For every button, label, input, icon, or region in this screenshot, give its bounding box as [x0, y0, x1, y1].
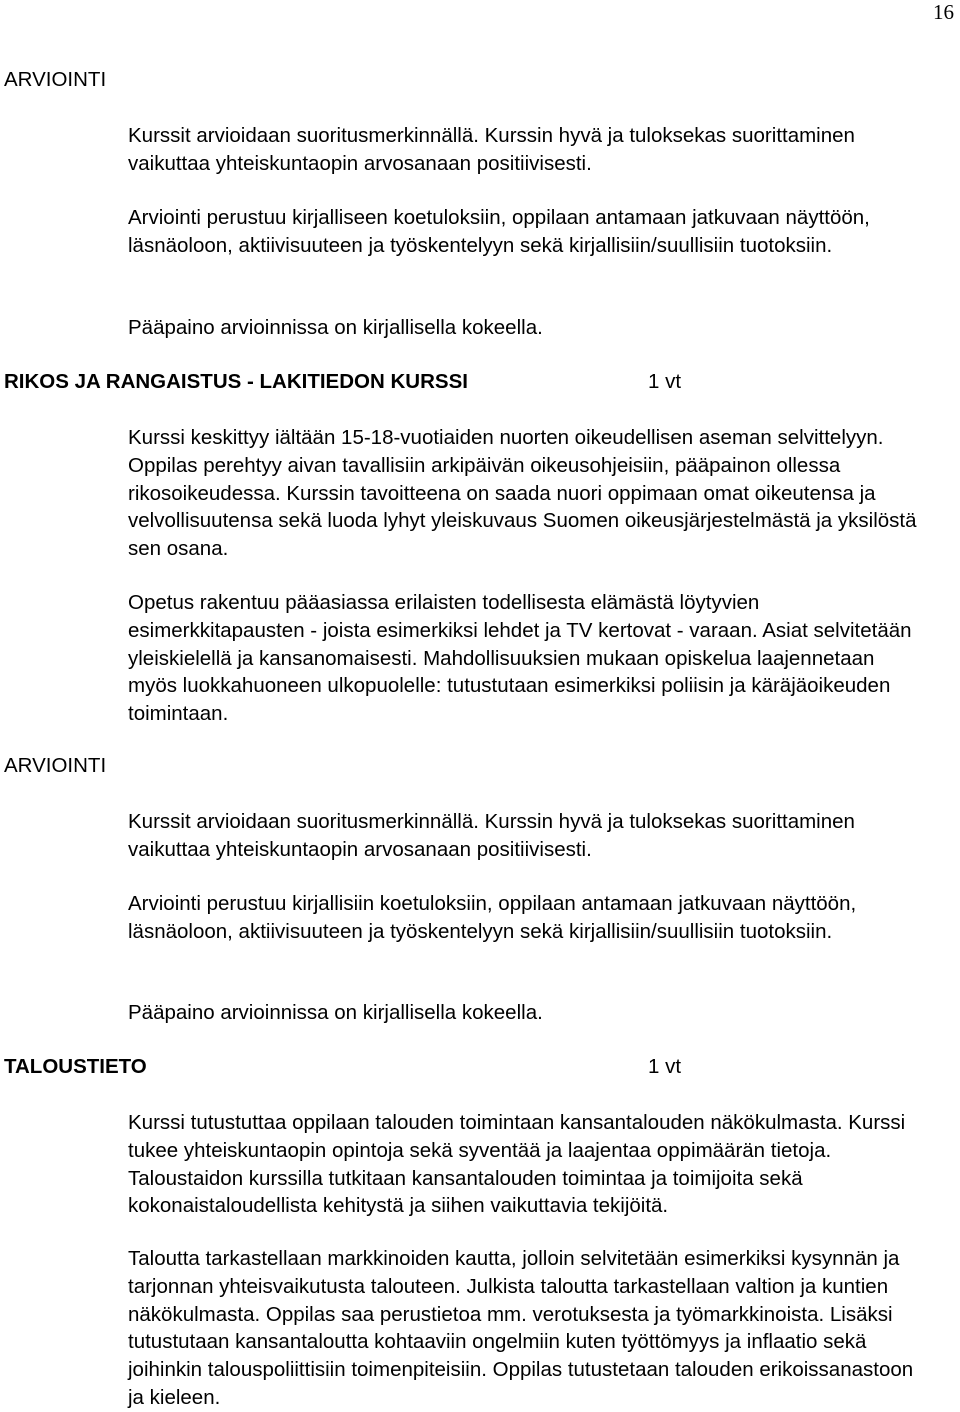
section-heading-arviointi-2: ARVIOINTI [4, 754, 107, 777]
arviointi-2-paragraph-3: Pääpaino arvioinnissa on kirjallisella kokeella. [128, 1001, 543, 1024]
arviointi-2-paragraph-1: Kurssit arvioidaan suoritusmerkinnällä. Kurssin hyvä ja tuloksekas suorittaminen vaikuttaa yhteiskuntaopin arvosanaan positiivisesti. [128, 810, 855, 861]
section-heading-arviointi-1: ARVIOINTI [4, 68, 107, 91]
talous-paragraph-1: Kurssi tutustuttaa oppilaan talouden toimintaan kansantalouden näkökulmasta. Kurssi tukee yhteiskuntaopin opintoja sekä syventää ja laajentaa oppimäärän tietoja. Taloustaidon kurssilla tutkitaan kansantalouden toimintaa ja toimijoita sekä kokonaistaloudellista kehitystä ja siihen vaikuttavia tekijöitä. [128, 1111, 906, 1218]
talous-paragraph-2: Taloutta tarkastellaan markkinoiden kautta, jolloin selvitetään esimerkiksi kysynnän ja tarjonnan yhteisvaikutusta talouteen. Julkista taloutta tarkastellaan valtion ja kuntien näkökulmasta. Oppilas saa perustietoa mm. verotuksesta ja työmarkkinoista. Lisäksi tutustutaan kansantaloutta kohtaaviin ongelmiin kuten työttömyys ja inflaatio sekä joihinkin talouspoliittisiin toimenpiteisiin. Oppilas tutustetaan talouden erikoissanastoon ja kieleen. [128, 1247, 914, 1409]
arviointi-1-paragraph-1: Kurssit arvioidaan suoritusmerkinnällä. Kurssin hyvä ja tuloksekas suorittaminen vaikuttaa yhteiskuntaopin arvosanaan positiivisesti. [128, 124, 855, 175]
course-credits-rikos: 1 vt [648, 370, 682, 393]
course-title-talous: TALOUSTIETO [4, 1055, 147, 1078]
course-title-rikos: RIKOS JA RANGAISTUS - LAKITIEDON KURSSI [4, 370, 468, 393]
course-credits-talous: 1 vt [648, 1055, 682, 1078]
arviointi-1-paragraph-2: Arviointi perustuu kirjalliseen koetuloksiin, oppilaan antamaan jatkuvaan näyttöön, läsnäoloon, aktiivisuuteen ja työskentelyyn sekä kirjallisiin/suullisiin tuotoksiin. [128, 206, 870, 257]
page-number: 16 [933, 0, 954, 24]
rikos-paragraph-1: Kurssi keskittyy iältään 15-18-vuotiaiden nuorten oikeudellisen aseman selvittelyyn. Oppilas perehtyy aivan tavallisiin arkipäivän oikeusohjeisiin, pääpainon ollessa rikosoikeudessa. Kurssin tavoitteena on saada nuori oppimaan omat oikeutensa ja velvollisuutensa sekä luoda lyhyt yleiskuvaus Suomen oikeusjärjestelmästä ja yksilöstä sen osana. [128, 426, 917, 561]
arviointi-1-paragraph-3: Pääpaino arvioinnissa on kirjallisella kokeella. [128, 316, 543, 339]
rikos-paragraph-2: Opetus rakentuu pääasiassa erilaisten todellisesta elämästä löytyvien esimerkkitapausten - joista esimerkiksi lehdet ja TV kertovat - varaan. Asiat selvitetään yleiskielellä ja kansanomaisesti. Mahdollisuuksien mukaan opiskelua laajennetaan myös luokkahuoneen ulkopuolelle: tutustutaan esimerkiksi poliisin ja käräjäoikeuden toimintaan. [128, 591, 912, 726]
arviointi-2-paragraph-2: Arviointi perustuu kirjallisiin koetuloksiin, oppilaan antamaan jatkuvaan näyttöön, läsnäoloon, aktiivisuuteen ja työskentelyyn sekä kirjallisiin/suullisiin tuotoksiin. [128, 892, 857, 943]
